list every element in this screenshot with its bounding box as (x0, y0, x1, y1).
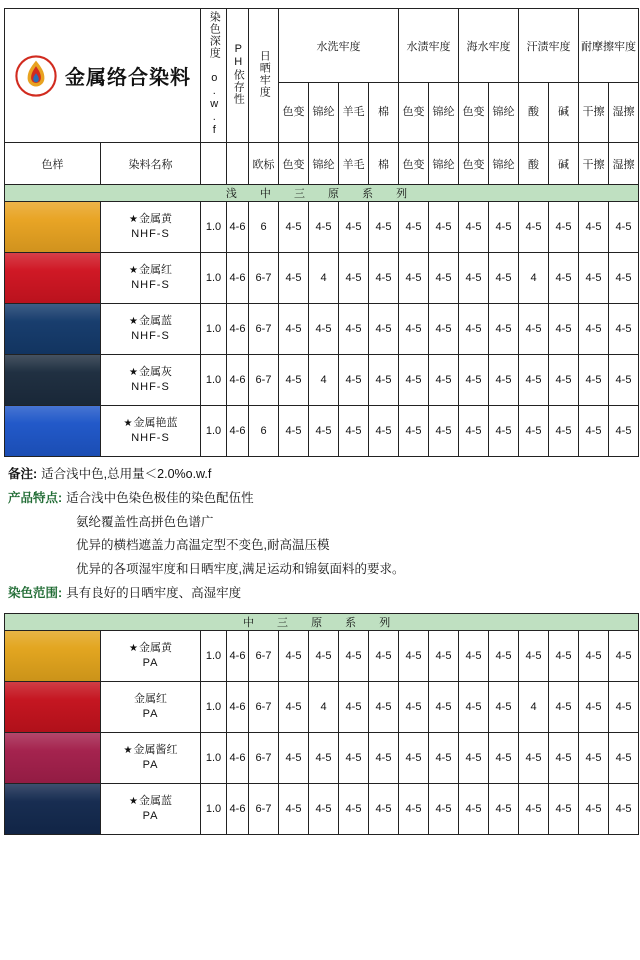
sweat-alkali-value: 4-5 (549, 732, 579, 783)
header-lightfast-standard: 欧标 (249, 143, 279, 185)
table-row (5, 406, 639, 457)
depth-value: 1.0 (201, 253, 227, 304)
depth-value: 1.0 (201, 681, 227, 732)
water-nylon-value: 4-5 (429, 355, 459, 406)
dye-name-cell (101, 253, 201, 304)
wash-wool-value: 4-5 (339, 732, 369, 783)
note-range (8, 582, 634, 606)
sweat-alkali-value: 4-5 (549, 355, 579, 406)
dye-name-primary: 金属灰 (138, 366, 172, 379)
star-icon: ★ (123, 744, 133, 756)
seawater-colorchange-value: 4-5 (459, 681, 489, 732)
wash-nylon-value: 4 (309, 681, 339, 732)
lightfast-value: 6-7 (249, 681, 279, 732)
color-swatch-cell (5, 355, 101, 406)
header-depth (201, 9, 227, 143)
dye-name-code: PA (142, 809, 159, 822)
table-row (5, 304, 639, 355)
note-feature-line-3-row (8, 558, 634, 582)
seawater-colorchange-value: 4-5 (459, 202, 489, 253)
table-row (5, 253, 639, 304)
subhead-rub-dry: 干擦 (579, 83, 609, 143)
brand-title: 金属络合染料 (65, 67, 191, 89)
dye-name-primary: 金属红 (138, 264, 172, 277)
dye-name-cell (101, 406, 201, 457)
swatch-sheen (5, 355, 100, 405)
wash-cotton-value: 4-5 (369, 406, 399, 457)
ph-value: 4-6 (227, 406, 249, 457)
section-banner-1: 浅 中 三 原 系 列 (5, 185, 639, 202)
dye-name-cell (101, 630, 201, 681)
dye-name-primary: 金属蓝 (138, 794, 172, 807)
color-swatch-cell (5, 406, 101, 457)
seawater-nylon-value: 4-5 (489, 630, 519, 681)
water-colorchange-value: 4-5 (399, 732, 429, 783)
depth-value: 1.0 (201, 355, 227, 406)
dye-name-code: PA (142, 656, 159, 669)
dye-name-cell (101, 681, 201, 732)
subhead-wash-colorchange: 色变 (279, 83, 309, 143)
dye-table-section-1 (4, 8, 639, 457)
dye-name-primary: 金属黄 (138, 641, 172, 654)
header-wash-nylon: 锦纶 (309, 143, 339, 185)
rub-wet-value: 4-5 (609, 202, 639, 253)
wash-cotton-value: 4-5 (369, 630, 399, 681)
star-icon: ★ (129, 367, 138, 379)
wash-nylon-value: 4 (309, 253, 339, 304)
star-icon: ★ (129, 316, 138, 328)
color-swatch-cell (5, 630, 101, 681)
section-banner-row-1 (5, 185, 639, 202)
rub-wet-value: 4-5 (609, 355, 639, 406)
header-depth-spacer (201, 143, 227, 185)
swatch-sheen (5, 682, 100, 732)
water-nylon-value: 4-5 (429, 681, 459, 732)
lightfast-value: 6-7 (249, 732, 279, 783)
header-sweat-acid: 酸 (519, 143, 549, 185)
table-row (5, 630, 639, 681)
ph-value: 4-6 (227, 253, 249, 304)
header-rub-dry: 干擦 (579, 143, 609, 185)
water-nylon-value: 4-5 (429, 202, 459, 253)
lightfast-value: 6-7 (249, 304, 279, 355)
header-ph (227, 9, 249, 143)
dye-name-code: NHF-S (131, 279, 170, 291)
depth-value: 1.0 (201, 732, 227, 783)
wash-colorchange-value: 4-5 (279, 630, 309, 681)
table-row (5, 681, 639, 732)
wash-nylon-value: 4-5 (309, 630, 339, 681)
header-depth-label: 染色深度 o.w.f (208, 11, 221, 137)
wash-colorchange-value: 4-5 (279, 202, 309, 253)
header-wash-colorchange: 色变 (279, 143, 309, 185)
lightfast-value: 6 (249, 406, 279, 457)
color-swatch (5, 304, 100, 354)
dye-name-cell (101, 732, 201, 783)
rub-wet-value: 4-5 (609, 732, 639, 783)
rub-wet-value: 4-5 (609, 253, 639, 304)
section-banner-row-2 (5, 613, 639, 630)
subhead-rub-wet: 湿擦 (609, 83, 639, 143)
rub-wet-value: 4-5 (609, 630, 639, 681)
dye-name-code: NHF-S (131, 381, 170, 393)
rub-dry-value: 4-5 (579, 630, 609, 681)
depth-value: 1.0 (201, 304, 227, 355)
header-water: 水渍牢度 (399, 9, 459, 83)
wash-wool-value: 4-5 (339, 304, 369, 355)
sweat-alkali-value: 4-5 (549, 202, 579, 253)
depth-value: 1.0 (201, 202, 227, 253)
dye-name-code: PA (142, 707, 159, 720)
table-row (5, 355, 639, 406)
seawater-nylon-value: 4-5 (489, 202, 519, 253)
note-feature-line-3: 优异的各项湿牢度和日晒牢度,满足运动和锦氨面料的要求。 (76, 562, 405, 576)
wash-cotton-value: 4-5 (369, 202, 399, 253)
sweat-alkali-value: 4-5 (549, 681, 579, 732)
table-row (5, 202, 639, 253)
dye-name-primary: 金属黄 (138, 213, 172, 226)
color-swatch-cell (5, 783, 101, 834)
ph-value: 4-6 (227, 681, 249, 732)
sweat-acid-value: 4-5 (519, 783, 549, 834)
color-swatch-cell (5, 253, 101, 304)
water-colorchange-value: 4-5 (399, 202, 429, 253)
seawater-nylon-value: 4-5 (489, 783, 519, 834)
subhead-wash-nylon: 锦纶 (309, 83, 339, 143)
note-range-label: 染色范围: (8, 585, 63, 600)
water-colorchange-value: 4-5 (399, 630, 429, 681)
header-seawater-colorchange: 色变 (459, 143, 489, 185)
wash-nylon-value: 4-5 (309, 732, 339, 783)
rub-dry-value: 4-5 (579, 406, 609, 457)
header-ph-label: PH依存性 (232, 43, 245, 105)
wash-colorchange-value: 4-5 (279, 732, 309, 783)
color-swatch-cell (5, 732, 101, 783)
note-feature-line-2: 优异的横档遮盖力高温定型不变色,耐高温压模 (76, 538, 330, 553)
header-rub-wet: 湿擦 (609, 143, 639, 185)
wash-nylon-value: 4-5 (309, 783, 339, 834)
subhead-seawater-colorchange: 色变 (459, 83, 489, 143)
water-nylon-value: 4-5 (429, 406, 459, 457)
note-remark-text: 适合浅中色,总用量＜2.0%o.w.f (41, 467, 212, 481)
sweat-acid-value: 4-5 (519, 630, 549, 681)
color-swatch (5, 682, 100, 732)
dye-name-primary: 金属红 (134, 692, 167, 705)
section-2-rows (5, 630, 639, 834)
rub-wet-value: 4-5 (609, 406, 639, 457)
seawater-nylon-value: 4-5 (489, 732, 519, 783)
header-sweat: 汗渍牢度 (519, 9, 579, 83)
sweat-acid-value: 4-5 (519, 406, 549, 457)
dye-table-section-2 (4, 613, 639, 835)
header-sweat-alkali: 碱 (549, 143, 579, 185)
wash-colorchange-value: 4-5 (279, 304, 309, 355)
wash-cotton-value: 4-5 (369, 732, 399, 783)
star-icon: ★ (129, 795, 138, 807)
header-lightfast-label: 日晒牢度 (258, 50, 271, 98)
seawater-colorchange-value: 4-5 (459, 630, 489, 681)
color-swatch (5, 406, 100, 456)
seawater-nylon-value: 4-5 (489, 406, 519, 457)
seawater-nylon-value: 4-5 (489, 253, 519, 304)
wash-nylon-value: 4 (309, 355, 339, 406)
sweat-alkali-value: 4-5 (549, 630, 579, 681)
ph-value: 4-6 (227, 202, 249, 253)
sweat-acid-value: 4-5 (519, 732, 549, 783)
header-wash-cotton: 棉 (369, 143, 399, 185)
swatch-sheen (5, 304, 100, 354)
water-colorchange-value: 4-5 (399, 304, 429, 355)
sweat-acid-value: 4-5 (519, 202, 549, 253)
water-colorchange-value: 4-5 (399, 355, 429, 406)
wash-colorchange-value: 4-5 (279, 406, 309, 457)
seawater-colorchange-value: 4-5 (459, 406, 489, 457)
seawater-nylon-value: 4-5 (489, 355, 519, 406)
subhead-sweat-alkali: 碱 (549, 83, 579, 143)
rub-dry-value: 4-5 (579, 202, 609, 253)
subhead-water-nylon: 锦纶 (429, 83, 459, 143)
swatch-sheen (5, 631, 100, 681)
seawater-colorchange-value: 4-5 (459, 355, 489, 406)
notes-block (8, 463, 634, 606)
header-seawater-nylon: 锦纶 (489, 143, 519, 185)
wash-wool-value: 4-5 (339, 202, 369, 253)
color-swatch-cell (5, 681, 101, 732)
note-feature-label: 产品特点: (8, 490, 63, 505)
note-feature (8, 487, 634, 511)
note-feature-line-1-row (8, 511, 634, 535)
dye-name-code: PA (142, 758, 159, 771)
table-row (5, 732, 639, 783)
lightfast-value: 6-7 (249, 253, 279, 304)
wash-nylon-value: 4-5 (309, 202, 339, 253)
color-swatch (5, 784, 100, 834)
header-row-labels (5, 143, 639, 185)
water-nylon-value: 4-5 (429, 630, 459, 681)
star-icon: ★ (129, 265, 138, 277)
rub-dry-value: 4-5 (579, 355, 609, 406)
rub-wet-value: 4-5 (609, 783, 639, 834)
brand-cell (5, 9, 201, 143)
wash-wool-value: 4-5 (339, 355, 369, 406)
sweat-alkali-value: 4-5 (549, 253, 579, 304)
sweat-alkali-value: 4-5 (549, 783, 579, 834)
wash-colorchange-value: 4-5 (279, 355, 309, 406)
wash-wool-value: 4-5 (339, 681, 369, 732)
ph-value: 4-6 (227, 732, 249, 783)
wash-colorchange-value: 4-5 (279, 783, 309, 834)
dye-name-primary: 金属蓝 (138, 315, 172, 328)
sweat-acid-value: 4 (519, 253, 549, 304)
header-wash-wool: 羊毛 (339, 143, 369, 185)
sweat-alkali-value: 4-5 (549, 406, 579, 457)
section-banner-2: 中 三 原 系 列 (5, 613, 639, 630)
header-row-groups (5, 9, 639, 83)
rub-dry-value: 4-5 (579, 304, 609, 355)
header-ph-spacer (227, 143, 249, 185)
subhead-wash-wool: 羊毛 (339, 83, 369, 143)
swatch-sheen (5, 406, 100, 456)
rub-dry-value: 4-5 (579, 732, 609, 783)
wash-wool-value: 4-5 (339, 630, 369, 681)
dye-name-code: NHF-S (131, 330, 170, 342)
lightfast-value: 6-7 (249, 783, 279, 834)
wash-cotton-value: 4-5 (369, 304, 399, 355)
seawater-colorchange-value: 4-5 (459, 304, 489, 355)
header-water-colorchange: 色变 (399, 143, 429, 185)
note-feature-line-0: 适合浅中色染色极佳的染色配伍性 (66, 490, 254, 505)
subhead-wash-cotton: 棉 (369, 83, 399, 143)
ph-value: 4-6 (227, 355, 249, 406)
dye-name-cell (101, 783, 201, 834)
swatch-sheen (5, 733, 100, 783)
sweat-acid-value: 4-5 (519, 355, 549, 406)
wash-wool-value: 4-5 (339, 783, 369, 834)
dye-name-cell (101, 202, 201, 253)
sweat-acid-value: 4 (519, 681, 549, 732)
header-water-nylon: 锦纶 (429, 143, 459, 185)
ph-value: 4-6 (227, 783, 249, 834)
color-swatch-cell (5, 304, 101, 355)
water-nylon-value: 4-5 (429, 783, 459, 834)
rub-dry-value: 4-5 (579, 783, 609, 834)
header-seawater: 海水牢度 (459, 9, 519, 83)
dye-name-code: NHF-S (131, 228, 170, 240)
sweat-alkali-value: 4-5 (549, 304, 579, 355)
lightfast-value: 6-7 (249, 355, 279, 406)
wash-cotton-value: 4-5 (369, 681, 399, 732)
wash-cotton-value: 4-5 (369, 253, 399, 304)
rub-wet-value: 4-5 (609, 304, 639, 355)
swatch-sheen (5, 253, 100, 303)
wash-nylon-value: 4-5 (309, 406, 339, 457)
seawater-colorchange-value: 4-5 (459, 253, 489, 304)
ph-value: 4-6 (227, 630, 249, 681)
swatch-sheen (5, 784, 100, 834)
star-icon: ★ (123, 418, 133, 430)
water-nylon-value: 4-5 (429, 304, 459, 355)
note-remark (8, 463, 634, 487)
dye-name-cell (101, 304, 201, 355)
star-icon: ★ (129, 214, 138, 226)
water-colorchange-value: 4-5 (399, 783, 429, 834)
color-swatch-cell (5, 202, 101, 253)
note-remark-label: 备注: (8, 467, 38, 481)
swatch-sheen (5, 202, 100, 252)
header-wash: 水洗牢度 (279, 9, 399, 83)
sweat-acid-value: 4-5 (519, 304, 549, 355)
wash-colorchange-value: 4-5 (279, 253, 309, 304)
note-feature-line-1: 氨纶覆盖性高拼色色谱广 (76, 514, 214, 529)
color-swatch (5, 253, 100, 303)
depth-value: 1.0 (201, 630, 227, 681)
star-icon: ★ (129, 642, 138, 654)
wash-nylon-value: 4-5 (309, 304, 339, 355)
rub-wet-value: 4-5 (609, 681, 639, 732)
rub-dry-value: 4-5 (579, 253, 609, 304)
water-colorchange-value: 4-5 (399, 681, 429, 732)
rub-dry-value: 4-5 (579, 681, 609, 732)
dye-name-primary: 金属艳蓝 (133, 417, 178, 430)
water-colorchange-value: 4-5 (399, 253, 429, 304)
dye-name-code: NHF-S (131, 432, 170, 444)
wash-cotton-value: 4-5 (369, 783, 399, 834)
header-lightfast (249, 9, 279, 143)
seawater-nylon-value: 4-5 (489, 304, 519, 355)
wash-colorchange-value: 4-5 (279, 681, 309, 732)
header-dyename-label: 染料名称 (101, 143, 201, 185)
color-swatch (5, 631, 100, 681)
lightfast-value: 6 (249, 202, 279, 253)
water-nylon-value: 4-5 (429, 253, 459, 304)
depth-value: 1.0 (201, 406, 227, 457)
section-1-rows (5, 202, 639, 457)
header-rub: 耐摩擦牢度 (579, 9, 639, 83)
seawater-colorchange-value: 4-5 (459, 783, 489, 834)
table-row (5, 783, 639, 834)
seawater-colorchange-value: 4-5 (459, 732, 489, 783)
color-swatch (5, 733, 100, 783)
ph-value: 4-6 (227, 304, 249, 355)
water-nylon-value: 4-5 (429, 732, 459, 783)
water-colorchange-value: 4-5 (399, 406, 429, 457)
lightfast-value: 6-7 (249, 630, 279, 681)
depth-value: 1.0 (201, 783, 227, 834)
wash-wool-value: 4-5 (339, 406, 369, 457)
color-swatch (5, 355, 100, 405)
flame-logo-icon (15, 55, 57, 97)
color-swatch (5, 202, 100, 252)
dye-name-cell (101, 355, 201, 406)
seawater-nylon-value: 4-5 (489, 681, 519, 732)
subhead-sweat-acid: 酸 (519, 83, 549, 143)
wash-wool-value: 4-5 (339, 253, 369, 304)
subhead-water-colorchange: 色变 (399, 83, 429, 143)
note-range-text: 具有良好的日晒牢度、高湿牢度 (66, 585, 242, 600)
note-feature-line-2-row (8, 534, 634, 558)
dye-name-primary: 金属酱红 (133, 743, 178, 756)
header-swatch-label: 色样 (5, 143, 101, 185)
wash-cotton-value: 4-5 (369, 355, 399, 406)
subhead-seawater-nylon: 锦纶 (489, 83, 519, 143)
